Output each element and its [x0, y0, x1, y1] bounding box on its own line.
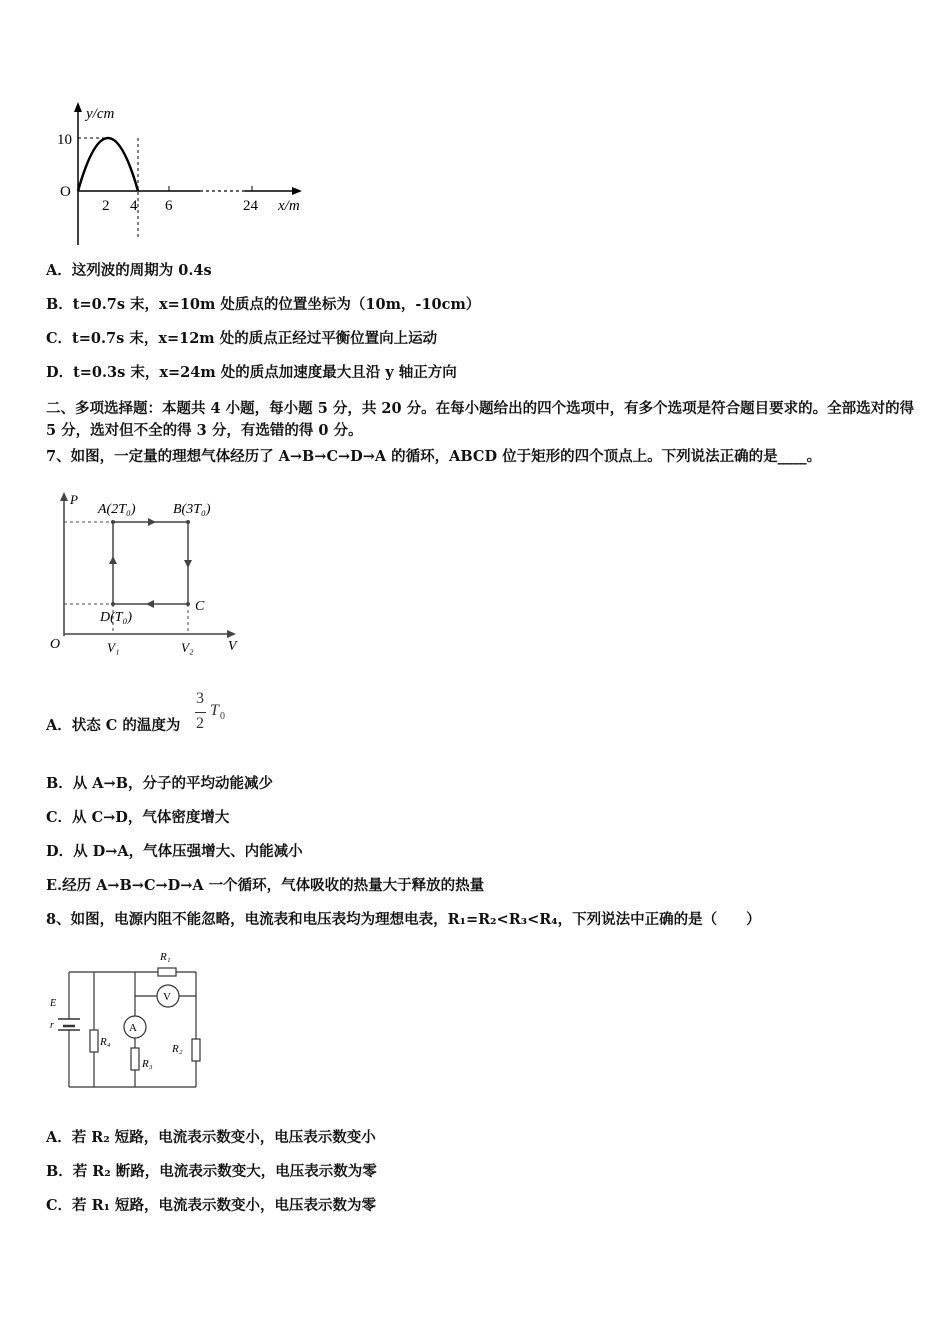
v-axis-arrow: [227, 630, 236, 638]
x-axis-arrow: [292, 187, 302, 195]
label-r2: R₂: [172, 1043, 183, 1055]
arrow-b-to-c: [184, 560, 192, 568]
label-r4: R₄: [100, 1036, 111, 1048]
p-axis-label: P: [70, 492, 78, 507]
q6-option-b: B．t=0.7s 末，x=10m 处质点的位置坐标为（10m，-10cm）: [46, 296, 481, 313]
point-a-label: A(2T₀): [98, 502, 136, 517]
v2-label: V₂: [181, 640, 194, 655]
y-axis-arrow: [74, 102, 82, 112]
q7-option-a: A．状态 C 的温度为: [46, 717, 181, 734]
ammeter-label: A: [129, 1022, 137, 1034]
arrow-d-to-a: [109, 556, 117, 564]
label-r3: R₃: [142, 1058, 153, 1070]
wave-curve: [78, 138, 138, 191]
x-tick-6: 6: [165, 198, 173, 214]
fraction-numerator: 3: [196, 690, 204, 707]
circuit-diagram: [44, 944, 214, 1094]
voltmeter-label: V: [163, 991, 171, 1003]
q8-option-b: B．若 R₂ 断路，电流表示数变大，电压表示数为零: [46, 1163, 377, 1180]
point-b-label: B(3T₀): [173, 502, 211, 517]
x-tick-24: 24: [243, 198, 258, 214]
v-axis-label: V: [228, 639, 237, 654]
y-tick-10: 10: [57, 132, 72, 148]
fraction-three-halves-t0: [193, 690, 233, 740]
x-tick-4: 4: [130, 198, 138, 214]
q8-option-a: A．若 R₂ 短路，电流表示数变小，电压表示数变小: [46, 1129, 376, 1146]
resistor-r1: [158, 968, 176, 976]
cycle-rectangle: [113, 522, 188, 604]
x-tick-2: 2: [102, 198, 110, 214]
q8-stem: 8、如图，电源内阻不能忽略，电流表和电压表均为理想电表，R₁=R₂<R₃<R₄，下列说法中正确的是（ ）: [46, 911, 761, 928]
label-e: E: [50, 998, 57, 1009]
resistor-r2: [192, 1039, 200, 1061]
q7-option-c: C．从 C→D，气体密度增大: [46, 809, 230, 826]
origin-label: O: [60, 184, 71, 200]
p-axis-arrow: [60, 492, 68, 501]
label-r: r: [50, 1020, 54, 1031]
arrow-a-to-b: [148, 518, 156, 526]
resistor-r3: [131, 1048, 139, 1070]
q7-option-b: B．从 A→B，分子的平均动能减少: [46, 775, 273, 792]
origin-label: O: [50, 637, 61, 652]
resistor-r4: [90, 1030, 98, 1052]
fraction-bar: [195, 712, 206, 713]
x-axis-label: x/m: [278, 198, 300, 214]
t-symbol: T: [210, 702, 219, 719]
section-2-heading: 二、多项选择题：本题共 4 小题，每小题 5 分，共 20 分。在每小题给出的四个选项中，有多个选项是符合题目要求的。全部选对的得 5 分，选对但不全的得 3 分，有选错的得 0 分。: [46, 400, 915, 439]
v1-label: V₁: [107, 640, 120, 655]
q7-option-d: D．从 D→A，气体压强增大、内能减小: [46, 843, 303, 860]
t-subscript: 0: [220, 711, 225, 722]
fraction-denominator: 2: [196, 715, 204, 732]
q6-option-a: A．这列波的周期为 0.4s: [46, 262, 212, 279]
point-d-label: D(T₀): [100, 610, 133, 625]
q6-option-c: C．t=0.7s 末，x=12m 处的质点正经过平衡位置向上运动: [46, 330, 438, 347]
arrow-c-to-d: [146, 600, 154, 608]
label-r1: R₁: [160, 951, 171, 963]
q7-stem: 7、如图，一定量的理想气体经历了 A→B→C→D→A 的循环，ABCD 位于矩形的四个顶点上。下列说法正确的是____。: [46, 448, 822, 465]
q6-option-d: D．t=0.3s 末，x=24m 处的质点加速度最大且沿 y 轴正方向: [46, 364, 457, 381]
pv-diagram: [40, 488, 260, 663]
y-axis-label: y/cm: [86, 106, 115, 122]
point-c-label: C: [195, 599, 205, 614]
q7-option-e: E.经历 A→B→C→D→A 一个循环，气体吸收的热量大于释放的热量: [46, 877, 485, 894]
wave-figure: [40, 100, 330, 250]
q8-option-c: C．若 R₁ 短路，电流表示数变小，电压表示数为零: [46, 1197, 377, 1214]
